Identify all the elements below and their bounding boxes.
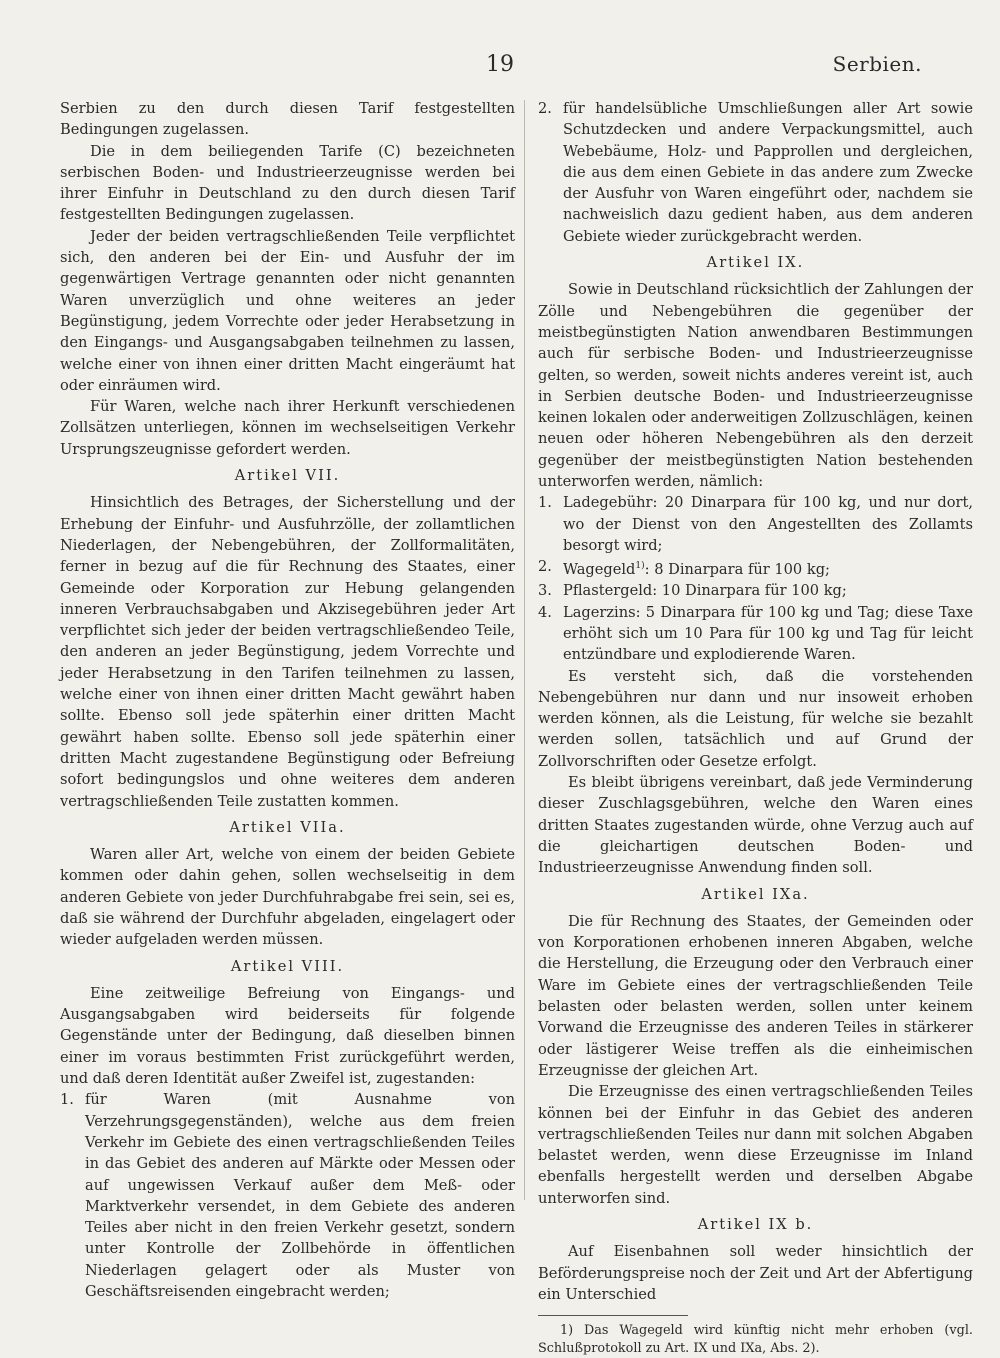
list-item-number: 1. bbox=[538, 494, 552, 512]
numbered-list bbox=[60, 1089, 515, 1302]
fee-label: Pflastergeld: bbox=[563, 582, 658, 600]
list-item bbox=[60, 1089, 515, 1302]
paragraph: Eine zeitweilige Befreiung von Eingangs- und Ausgangsabgaben wird beiderseits für folgende Gegenstände unter der Bedingung, daß dieselben binnen einer im voraus bestimmten Frist zurückgeführt werden, und daß deren Identität außer Zweifel ist, zugestanden: bbox=[60, 984, 515, 1088]
page-header bbox=[0, 52, 1000, 88]
paragraph: Serbien zu den durch diesen Tarif festgestellten Bedingungen zugelassen. bbox=[60, 100, 515, 139]
list-item-number: 1. bbox=[60, 1091, 74, 1109]
paragraph: Sowie in Deutschland rücksichtlich der Zahlungen der Zölle und Nebengebühren die gegenüber der meistbegünstigten Nation anwendbaren Bestimmungen auch für serbische Boden- und Industrieerzeugnisse gelten, so werden, soweit nichts anderes vereint ist, auch in Serbien deutsche Boden- und Industrieerzeugnisse keinen lokalen oder anderweitigen Zollzuschlägen, keinen neuen oder höheren Nebengebühren als den derzeit gegenüber der meistbegünstigten Nation bestehenden unterworfen werden, nämlich: bbox=[538, 281, 973, 491]
fee-list bbox=[538, 492, 973, 665]
list-item bbox=[538, 580, 973, 601]
paragraph: Für Waren, welche nach ihrer Herkunft verschiedenen Zollsätzen unterliegen, können im wechselseitigen Verkehr Ursprungszeugnisse gefordert werden. bbox=[60, 398, 515, 458]
fee-label: Lagerzins: bbox=[563, 603, 641, 621]
fee-text: 20 Dinarpara für 100 kg, und nur dort, wo der Dienst von den Angestellten des Zollamts besorgt wird; bbox=[563, 494, 973, 554]
fee-label: Wagegeld bbox=[563, 561, 636, 579]
paragraph: Die für Rechnung des Staates, der Gemeinden oder von Korporationen erhobenen inneren Abgaben, welche die Herstellung, die Erzeugung oder den Verbrauch einer Ware im Gebiete eines der vertragschließenden Teile belasten oder belasten werden, sollen unter keinem Vorwand die Erzeugnisse des anderen Teiles in stärkerer oder lästigerer Weise treffen als die einheimischen Erzeugnisse der gleichen Art. bbox=[538, 912, 973, 1079]
list-item-number: 3. bbox=[538, 582, 552, 600]
paragraph: Auf Eisenbahnen soll weder hinsichtlich der Beförderungspreise noch der Zeit und Art der Abfertigung ein Unterschied bbox=[538, 1243, 973, 1303]
paragraph: Jeder der beiden vertragschließenden Teile verpflichtet sich, den anderen bei der Ein- und Ausfuhr der im gegenwärtigen Vertrage genannten oder nicht genannten Waren unverzüglich und ohne weiteres an jeder Begünstigung, jedem Vorrechte oder jeder Herabsetzung in den Eingangs- und Ausgangsabgaben teilnehmen zu lassen, welche einer von ihnen einer dritten Macht eingeräumt hat oder einräumen wird. bbox=[60, 227, 515, 394]
fee-label: Ladegebühr: bbox=[563, 494, 658, 512]
paragraph: Es versteht sich, daß die vorstehenden Nebengebühren nur dann und nur insoweit erhoben werden können, als die Leistung, für welche sie bezahlt werden sollen, tatsächlich und auf Grund der Zollvorschriften oder Gesetze erfolgt. bbox=[538, 667, 973, 770]
list-item-number: 2. bbox=[538, 100, 552, 117]
article-heading: Artikel VII. bbox=[234, 467, 341, 485]
fee-text: : 8 Dinarpara für 100 kg; bbox=[644, 561, 830, 579]
page-number: 19 bbox=[486, 52, 514, 77]
article-heading: Artikel IX b. bbox=[697, 1216, 814, 1233]
article-heading: Artikel IX. bbox=[706, 254, 805, 272]
list-item bbox=[538, 602, 973, 666]
article-heading: Artikel VIII. bbox=[230, 957, 345, 975]
paragraph: Die Erzeugnisse des einen vertragschließenden Teiles können bei der Einfuhr in das Gebiet des anderen vertragschließenden Teiles nur dann mit solchen Abgaben belastet werden, wenn diese Erzeugnisse im Inland ebenfalls hergestellt werden und derselben Abgabe unterworfen sind. bbox=[538, 1083, 973, 1207]
list-item-text: für Waren (mit Ausnahme von Verzehrungsgegenständen), welche aus dem freien Verkehr im Gebiete des einen vertragschließenden Teiles in das Gebiet des anderen auf Märkte oder Messen oder auf ungewissen Verkauf außer dem Meß- oder Marktverkehr versendet, in dem Gebiete des anderen Teiles aber nicht in den freien Verkehr gesetzt, sondern unter Kontrolle der Zollbehörde in öffentlichen Niederlagen gelagert oder als Muster von Geschäftsreisenden eingebracht werden; bbox=[85, 1091, 515, 1301]
fee-text: 5 Dinarpara für 100 kg und Tag; diese Taxe erhöht sich um 10 Para für 100 kg und Tag für leicht entzündbare und explodierende Waren. bbox=[563, 603, 973, 664]
article-heading: Artikel IXa. bbox=[701, 885, 810, 903]
footnote: 1) Das Wagegeld wird künftig nicht mehr erhoben (vgl. Schlußprotokoll zu Art. IX und IXa, Abs. 2). bbox=[538, 1323, 973, 1357]
list-item-text: für handelsübliche Umschließungen aller Art sowie Schutzdecken und andere Verpackungsmittel, auch Webebäume, Holz- und Papprollen und dergleichen, die aus dem einen Gebiete in das andere zum Zwecke der Ausfuhr von Waren eingeführt oder, nachdem sie nachweislich dazu gedient haben, aus dem anderen Gebiete wieder zurückgebracht werden. bbox=[563, 100, 973, 245]
column-divider bbox=[524, 100, 525, 1200]
list-item-number: 2. bbox=[538, 558, 552, 576]
running-head: Serbien. bbox=[832, 52, 922, 76]
paragraph: Es bleibt übrigens vereinbart, daß jede Verminderung dieser Zuschlagsgebühren, welche den Waren eines dritten Staates zugestanden würde, ohne Verzug auch auf die gleichartigen deutschen Boden- und Industrieerzeugnisse Anwendung finden soll. bbox=[538, 774, 973, 877]
footnote-rule bbox=[538, 1315, 688, 1316]
fee-text: 10 Dinarpara für 100 kg; bbox=[657, 582, 847, 600]
paragraph: Hinsichtlich des Betrages, der Sicherstellung und der Erhebung der Einfuhr- und Ausfuhrzölle, der zollamtlichen Niederlagen, der Nebengebühren, der Zollformalitäten, ferner in bezug auf die für Rechnung des Staates, einer Gemeinde oder Korporation zur Hebung gelangenden inneren Verbrauchsabgaben und Akzisegebühren jeder Art verpflichtet sich jeder der beiden vertragschließendeo Teile, den anderen an jeder Begünstigung, jedem Vorrechte und jeder Herabsetzung in den Tarifen teilnehmen zu lassen, welche einer von ihnen einer dritten Macht gewährt haben sollte. Ebenso soll jede späterhin einer dritten Macht gewährt haben sollte. Ebenso soll jede späterhin einer dritten Macht zugestandene Begünstigung oder Befreiung sofort bedingungslos und ohne weiteres dem anderen vertragschließenden Teile zustatten kommen. bbox=[60, 494, 515, 810]
list-item bbox=[538, 556, 973, 580]
numbered-list bbox=[538, 98, 973, 247]
list-item bbox=[538, 492, 973, 556]
left-column bbox=[60, 98, 515, 1302]
list-item bbox=[538, 98, 973, 247]
list-item-number: 4. bbox=[538, 603, 552, 621]
paragraph: Die in dem beiliegenden Tarife (C) bezeichneten serbischen Boden- und Industrieerzeugnisse werden bei ihrer Einfuhr in Deutschland zu den durch diesen Tarif festgestellten Bedingungen zugelassen. bbox=[60, 142, 515, 224]
right-column bbox=[538, 98, 973, 1358]
paragraph: Waren aller Art, welche von einem der beiden Gebiete kommen oder dahin gehen, sollen wechselseitig in dem anderen Gebiete von jeder Durchfuhrabgabe frei sein, sei es, daß sie während der Durchfuhr abgeladen, eingelagert oder wieder aufgeladen werden müssen. bbox=[60, 846, 515, 949]
article-heading: Artikel VIIa. bbox=[229, 818, 346, 836]
footnote-marker: 1) bbox=[635, 561, 645, 572]
